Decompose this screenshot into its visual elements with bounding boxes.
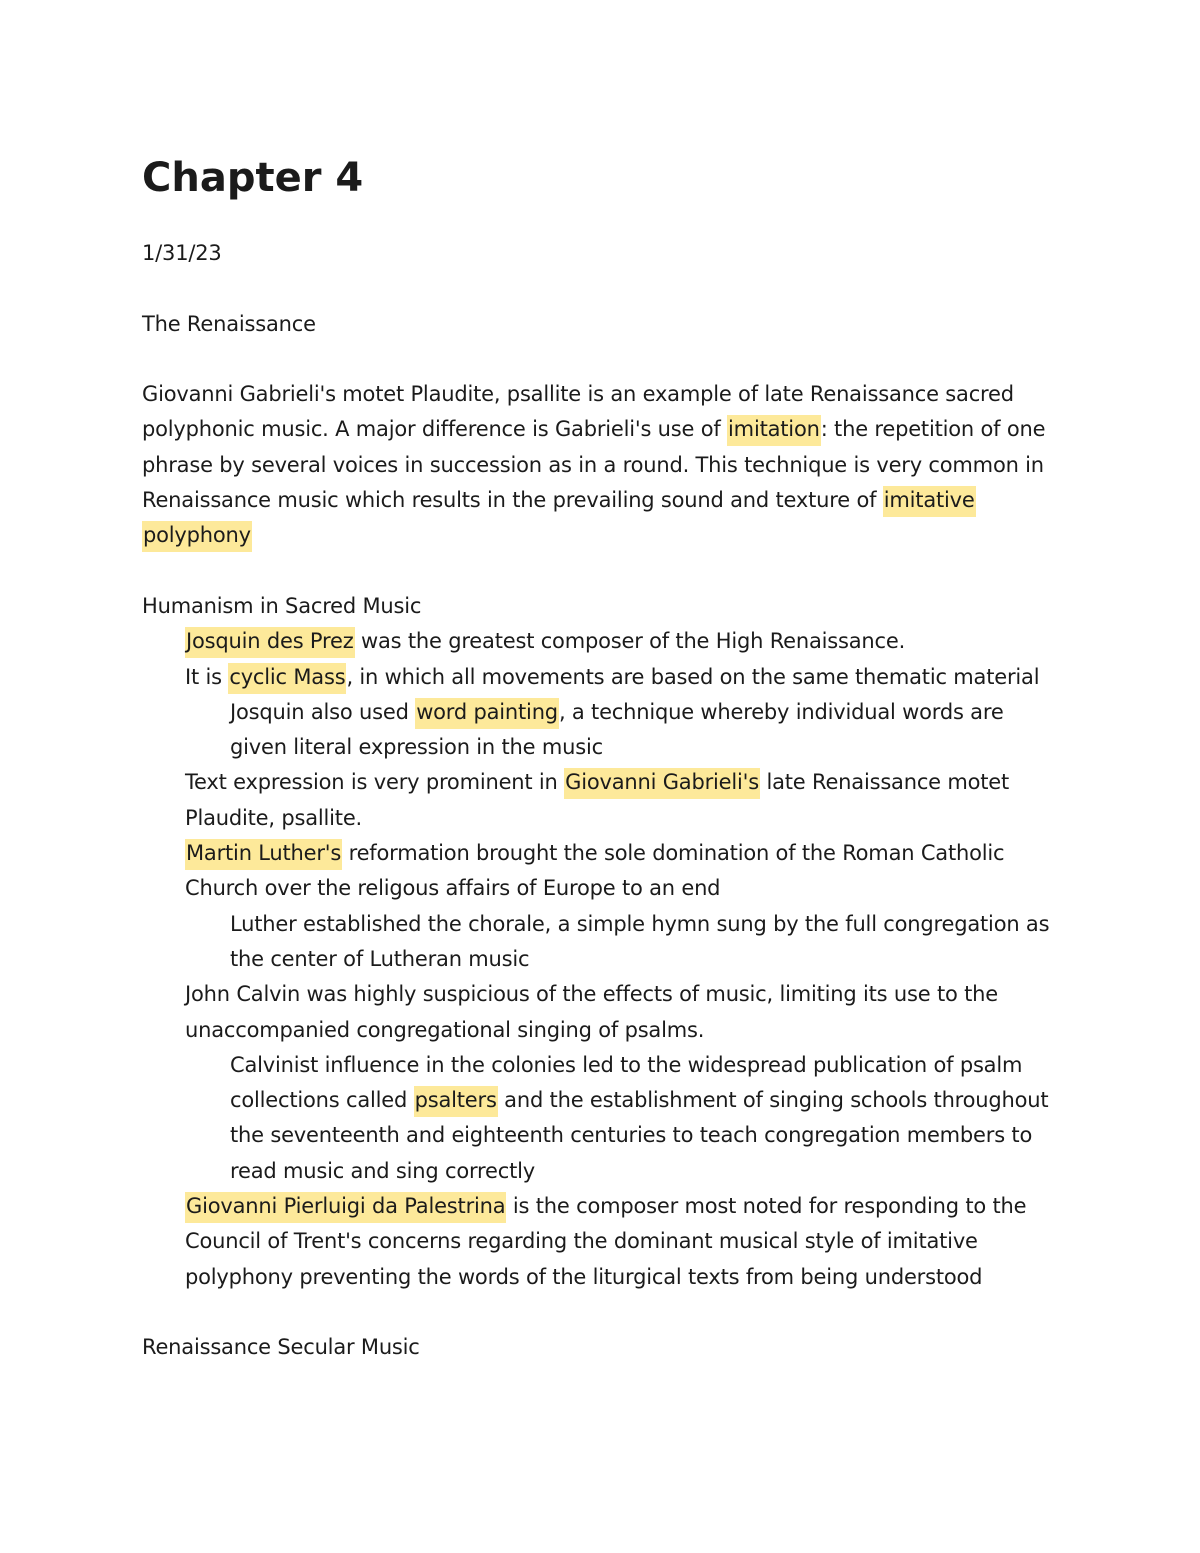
text-line <box>142 518 1062 553</box>
text-line <box>142 836 1062 871</box>
text-run: read music and sing correctly <box>230 1158 535 1183</box>
text-run: given literal expression in the music <box>230 735 603 760</box>
text-line <box>142 660 1062 695</box>
spacer <box>142 1295 1062 1330</box>
text-run: late Renaissance motet <box>759 770 1010 795</box>
text-line <box>142 730 1062 765</box>
text-run: and the establishment of singing schools throughout <box>497 1088 1049 1113</box>
text-run: Council of Trent's concerns regarding the dominant musical style of imitative <box>185 1229 978 1254</box>
text-run: unaccompanied congregational singing of psalms. <box>185 1017 705 1042</box>
text-line <box>142 1048 1062 1083</box>
text-run: : the repetition of one <box>820 417 1046 442</box>
text-run: Luther established the chorale, a simple hymn sung by the full congregation as <box>230 911 1050 936</box>
text-line <box>142 1189 1062 1224</box>
text-run: was the greatest composer of the High Renaissance. <box>354 629 906 654</box>
text-run: the seventeenth and eighteenth centuries to teach congregation members to <box>230 1123 1033 1148</box>
highlighted-term: psalters <box>414 1086 498 1117</box>
note-date: 1/31/23 <box>142 241 222 265</box>
text-line <box>142 1118 1062 1153</box>
highlighted-term: imitation <box>727 415 821 446</box>
section-renaissance-body <box>142 377 1062 553</box>
text-run: polyphonic music. A major difference is Gabrieli's use of <box>142 417 728 442</box>
text-run: , in which all movements are based on the same thematic material <box>346 664 1040 689</box>
text-line <box>142 377 1062 412</box>
text-line <box>142 1083 1062 1118</box>
text-run: Church over the religous affairs of Europe to an end <box>185 876 721 901</box>
highlighted-term: polyphony <box>142 521 252 552</box>
text-run: Plaudite, psallite. <box>185 805 363 830</box>
text-run: polyphony preventing the words of the liturgical texts from being understood <box>185 1264 983 1289</box>
text-line <box>142 483 1062 518</box>
text-line <box>142 1260 1062 1295</box>
text-line <box>142 942 1062 977</box>
text-line <box>142 871 1062 906</box>
text-line <box>142 1013 1062 1048</box>
text-run: collections called <box>230 1088 414 1113</box>
section-heading-secular: Renaissance Secular Music <box>142 1335 420 1360</box>
text-run: the center of Lutheran music <box>230 946 530 971</box>
text-run: phrase by several voices in succession as in a round. This technique is very common in <box>142 452 1044 477</box>
text-run: Giovanni Gabrieli's motet Plaudite, psallite is an example of late Renaissance sacred <box>142 382 1014 407</box>
highlighted-term: word painting <box>415 698 559 729</box>
text-line <box>142 448 1062 483</box>
spacer <box>142 342 1062 377</box>
text-line <box>142 1154 1062 1189</box>
text-run: Text expression is very prominent in <box>185 770 565 795</box>
text-line <box>142 765 1062 800</box>
text-line <box>142 1224 1062 1259</box>
section-humanism-body <box>142 624 1062 1295</box>
text-line <box>142 412 1062 447</box>
highlighted-term: Giovanni Pierluigi da Palestrina <box>185 1192 506 1223</box>
text-line <box>142 801 1062 836</box>
spacer <box>142 271 1062 306</box>
text-line <box>142 977 1062 1012</box>
text-line <box>142 907 1062 942</box>
text-run: It is <box>185 664 229 689</box>
highlighted-term: Josquin des Prez <box>185 627 355 658</box>
section-heading-humanism: Humanism in Sacred Music <box>142 593 422 618</box>
text-run: Josquin also used <box>230 699 416 724</box>
highlighted-term: Giovanni Gabrieli's <box>564 768 760 799</box>
text-run: , a technique whereby individual words are <box>558 699 1004 724</box>
spacer <box>142 554 1062 589</box>
text-run: Renaissance music which results in the prevailing sound and texture of <box>142 488 883 513</box>
text-run: is the composer most noted for responding to the <box>506 1194 1027 1219</box>
text-line <box>142 624 1062 659</box>
highlighted-term: Martin Luther's <box>185 839 342 870</box>
highlighted-term: imitative <box>883 486 976 517</box>
section-heading-renaissance: The Renaissance <box>142 311 316 336</box>
document-page <box>142 148 1062 1366</box>
highlighted-term: cyclic Mass <box>228 663 346 694</box>
page-title: Chapter 4 <box>142 155 364 201</box>
text-line <box>142 695 1062 730</box>
text-run: John Calvin was highly suspicious of the effects of music, limiting its use to the <box>185 982 998 1007</box>
text-run: reformation brought the sole domination of the Roman Catholic <box>342 841 1005 866</box>
text-run: Calvinist influence in the colonies led to the widespread publication of psalm <box>230 1052 1023 1077</box>
